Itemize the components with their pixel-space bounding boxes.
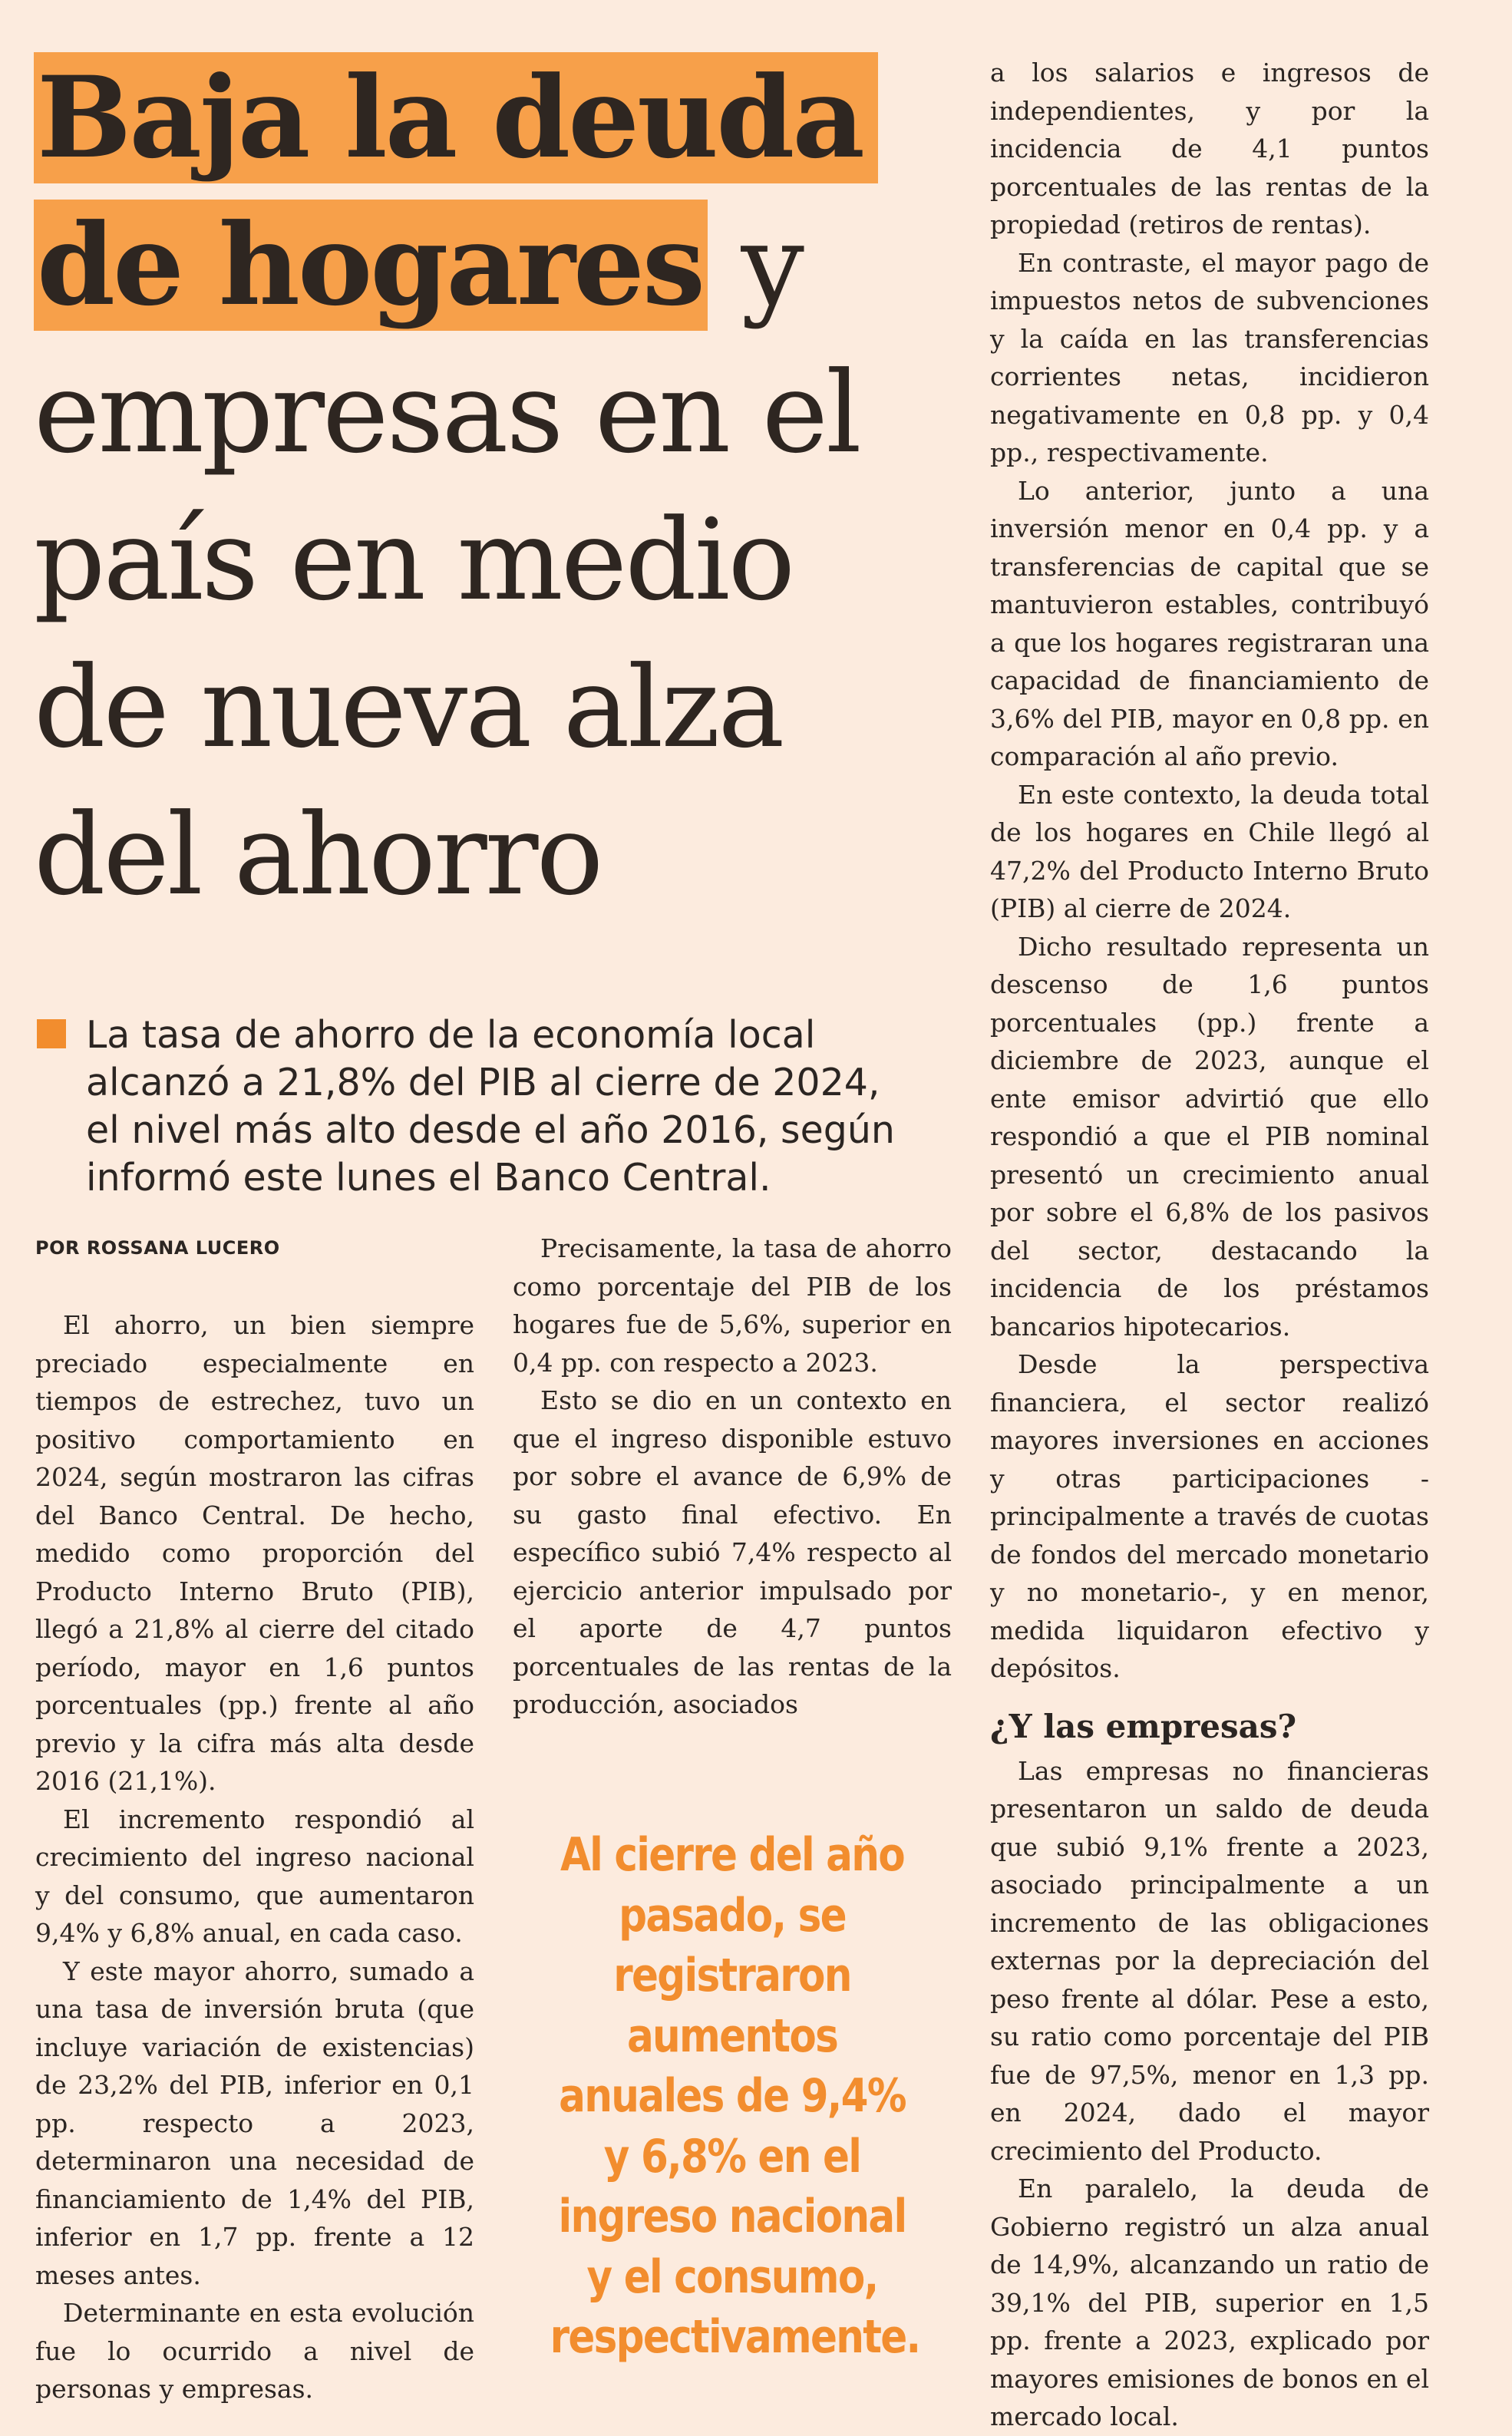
subheading: ¿Y las empresas?: [990, 1707, 1297, 1745]
paragraph: Precisamente, la tasa de ahorro como porcentaje del PIB de los hogares fue de 5,6%, superior en 0,4 pp. con respecto a 2023.: [513, 1233, 952, 1378]
pull-quote: Al cierre del año pasado, se registraron aumentos anuales de 9,4% y 6,8% en el ingreso nacional y el consumo, respectivamente.: [550, 1828, 920, 2364]
headline-text: y: [708, 200, 802, 331]
paragraph: En contraste, el mayor pago de impuestos netos de subvenciones y la caída en las transferencias corrientes netas, incidieron negativamente en 0,8 pp. y 0,4 pp., respectivamente.: [990, 247, 1429, 467]
headline-line-6: del ahorro: [34, 790, 602, 920]
headline-line-3: empresas en el: [34, 348, 860, 478]
paragraph: Las empresas no financieras presentaron un saldo de deuda que subió 9,1% frente a 2023, asociado principalmente a un incremento de las obligaciones externas por la depreciación del peso frente al dólar. Pese a esto, su ratio como porcentaje del PIB fue de 97,5%, menor en 1,3 pp. en 2024, dado el mayor crecimiento del Producto.: [990, 1755, 1429, 2166]
headline-highlight: de hogares: [34, 200, 708, 331]
paragraph: Y este mayor ahorro, sumado a una tasa de inversión bruta (que incluye variación de existencias) de 23,2% del PIB, inferior en 0,1 pp. respecto a 2023, determinaron una necesidad de financiamiento de 1,4% del PIB, inferior en 1,7 pp. frente a 12 meses antes.: [35, 1956, 474, 2290]
paragraph: En este contexto, la deuda total de los hogares en Chile llegó al 47,2% del Producto Interno Bruto (PIB) al cierre de 2024.: [990, 779, 1429, 923]
paragraph: Esto se dio en un contexto en que el ingreso disponible estuvo por sobre el avance de 6,9% de su gasto final efectivo. En específico subió 7,4% respecto al ejercicio anterior impulsado por el aporte de 4,7 puntos porcentuales de las rentas de la producción, asociados: [513, 1385, 952, 1719]
bullet-square-icon: [37, 1019, 66, 1048]
paragraph: En paralelo, la deuda de Gobierno registró un alza anual de 14,9%, alcanzando un ratio de 39,1% del PIB, superior en 1,5 pp. frente a 2023, explicado por mayores emisiones de bonos en el mercado local.: [990, 2174, 1429, 2431]
paragraph: El ahorro, un bien siempre preciado especialmente en tiempos de estrechez, tuvo un positivo comportamiento en 2024, según mostraron las cifras del Banco Central. De hecho, medido como proporción del Producto Interno Bruto (PIB), llegó a 21,8% al cierre del citado período, mayor en 1,6 puntos porcentuales (pp.) frente al año previo y la cifra más alta desde 2016 (21,1%).: [35, 1310, 474, 1796]
paragraph-continuation: a los salarios e ingresos de independientes, y por la incidencia de 4,1 puntos porcentuales de las rentas de la propiedad (retiros de rentas).: [990, 58, 1429, 239]
headline-line-2: [34, 192, 939, 339]
headline: [34, 45, 939, 929]
headline-line-5: de nueva alza: [34, 642, 783, 773]
paragraph: Determinante en esta evolución fue lo ocurrido a nivel de personas y empresas.: [35, 2298, 474, 2404]
paragraph: Dicho resultado representa un descenso de 1,6 puntos porcentuales (pp.) frente a diciembre de 2023, aunque el ente emisor advirtió que ello respondió a que el PIB nominal presentó un crecimiento anual por sobre el 6,8% de los pasivos del sector, destacando la incidencia de los préstamos bancarios hipotecarios.: [990, 931, 1429, 1342]
headline-line-4: país en medio: [34, 495, 794, 626]
paragraph: Desde la perspectiva financiera, el sector realizó mayores inversiones en acciones y otras participaciones -principalmente a través de cuotas de fondos del mercado monetario y no monetario-, y en menor, medida liquidaron efectivo y depósitos.: [990, 1349, 1429, 1683]
headline-line-1: [34, 45, 939, 192]
paragraph: El incremento respondió al crecimiento del ingreso nacional y del consumo, que aumentaron 9,4% y 6,8% anual, en cada caso.: [35, 1804, 474, 1948]
paragraph: Lo anterior, junto a una inversión menor en 0,4 pp. y a transferencias de capital que se mantuvieron estables, contribuyó a que los hogares registraran una capacidad de financiamiento de 3,6% del PIB, mayor en 0,8 pp. en comparación al año previo.: [990, 475, 1429, 771]
article-column-2: [513, 1230, 952, 1724]
deck: [37, 1012, 919, 1202]
article-column-1: [35, 1306, 474, 2408]
article-column-3: [990, 54, 1429, 2436]
headline-highlight: Baja la deuda: [34, 52, 878, 183]
byline: POR ROSSANA LUCERO: [35, 1237, 280, 1259]
deck-text: La tasa de ahorro de la economía local alcanzó a 21,8% del PIB al cierre de 2024, el nivel más alto desde el año 2016, según informó este lunes el Banco Central.: [86, 1013, 895, 1200]
